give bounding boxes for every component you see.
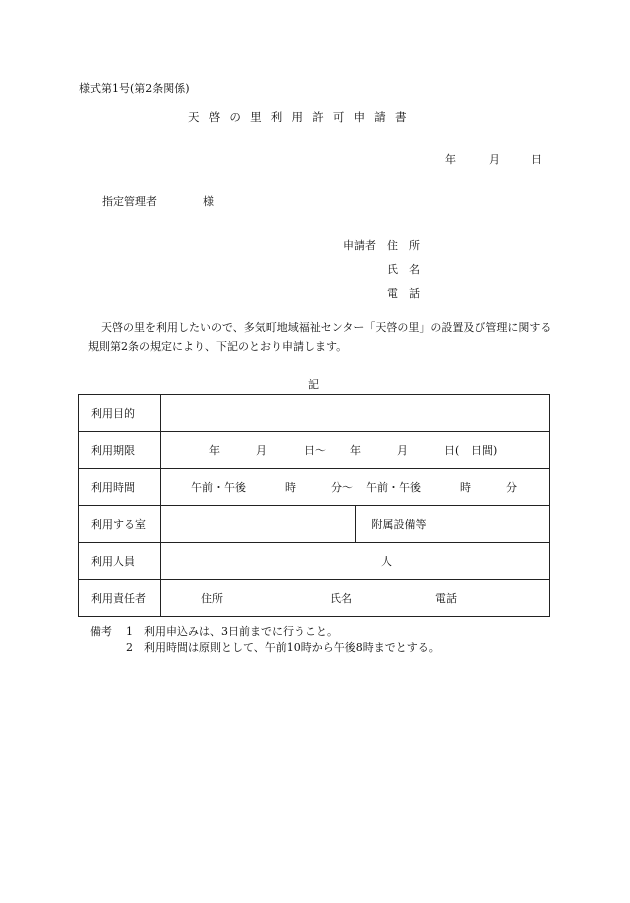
row-period: [79, 432, 550, 469]
responsible-label: 利用責任者: [79, 580, 161, 617]
time-hour1: 時: [285, 481, 296, 494]
time-ampm1: 午前・午後: [191, 481, 246, 494]
responsible-phone: 電話: [435, 592, 457, 605]
time-label: 利用時間: [79, 469, 161, 506]
period-month2: 月: [397, 444, 408, 457]
time-hour2: 時: [460, 481, 471, 494]
applicant-address-label: 住 所: [387, 239, 420, 252]
period-field[interactable]: [161, 432, 550, 469]
applicant-block: [343, 234, 420, 306]
applicant-phone-label: 電 話: [387, 287, 420, 300]
time-min2: 分: [506, 481, 517, 494]
time-ampm2: 午前・午後: [366, 481, 421, 494]
period-year2: 年: [350, 444, 361, 457]
row-responsible: [79, 580, 550, 617]
document-title: 天啓の里利用許可申請書: [188, 110, 416, 124]
equipment-field[interactable]: [355, 506, 550, 543]
period-days-count: 日間): [471, 444, 498, 457]
note-number: 1: [126, 625, 133, 638]
room-field[interactable]: [161, 506, 356, 543]
row-purpose: [79, 395, 550, 432]
row-room: [79, 506, 550, 543]
period-year1: 年: [209, 444, 220, 457]
ki-heading: 記: [308, 378, 319, 391]
note-number: 2: [126, 641, 133, 654]
purpose-field[interactable]: [161, 395, 550, 432]
responsible-field[interactable]: [161, 580, 550, 617]
notes: [90, 624, 440, 656]
period-day1: 日〜: [304, 444, 326, 457]
date-day: 日: [531, 153, 542, 166]
people-label: 利用人員: [79, 543, 161, 580]
date-month: 月: [489, 153, 500, 166]
row-time: [79, 469, 550, 506]
row-people: [79, 543, 550, 580]
purpose-label: 利用目的: [79, 395, 161, 432]
room-label: 利用する室: [79, 506, 161, 543]
note-text: 利用申込みは、3日前までに行うこと。: [144, 625, 338, 638]
form-number: 様式第1号(第2条関係): [79, 82, 190, 95]
application-statement: [88, 318, 558, 356]
applicant-role: 申請者: [343, 239, 376, 252]
period-month1: 月: [256, 444, 267, 457]
notes-header: 備考: [90, 625, 112, 638]
date-line: [445, 151, 542, 167]
addressee-name: 指定管理者: [102, 195, 157, 208]
time-min1: 分〜: [331, 481, 353, 494]
application-statement-text: 天啓の里を利用したいので、多気町地域福祉センター「天啓の里」の設置及び管理に関する規則第2条の規定により、下記のとおり申請します。: [88, 321, 552, 353]
responsible-address: 住所: [201, 592, 223, 605]
people-field[interactable]: [161, 543, 550, 580]
note-text: 利用時間は原則として、午前10時から午後8時までとする。: [144, 641, 440, 654]
period-day2: 日(: [444, 444, 460, 457]
people-unit: 人: [381, 555, 392, 568]
addressee-honorific: 様: [203, 195, 214, 208]
time-field[interactable]: [161, 469, 550, 506]
application-table: [78, 394, 550, 617]
responsible-name: 氏名: [330, 592, 352, 605]
period-label: 利用期限: [79, 432, 161, 469]
date-year: 年: [445, 153, 456, 166]
addressee: [102, 193, 214, 209]
equipment-label: 附属設備等: [371, 518, 427, 531]
applicant-name-label: 氏 名: [387, 263, 420, 276]
